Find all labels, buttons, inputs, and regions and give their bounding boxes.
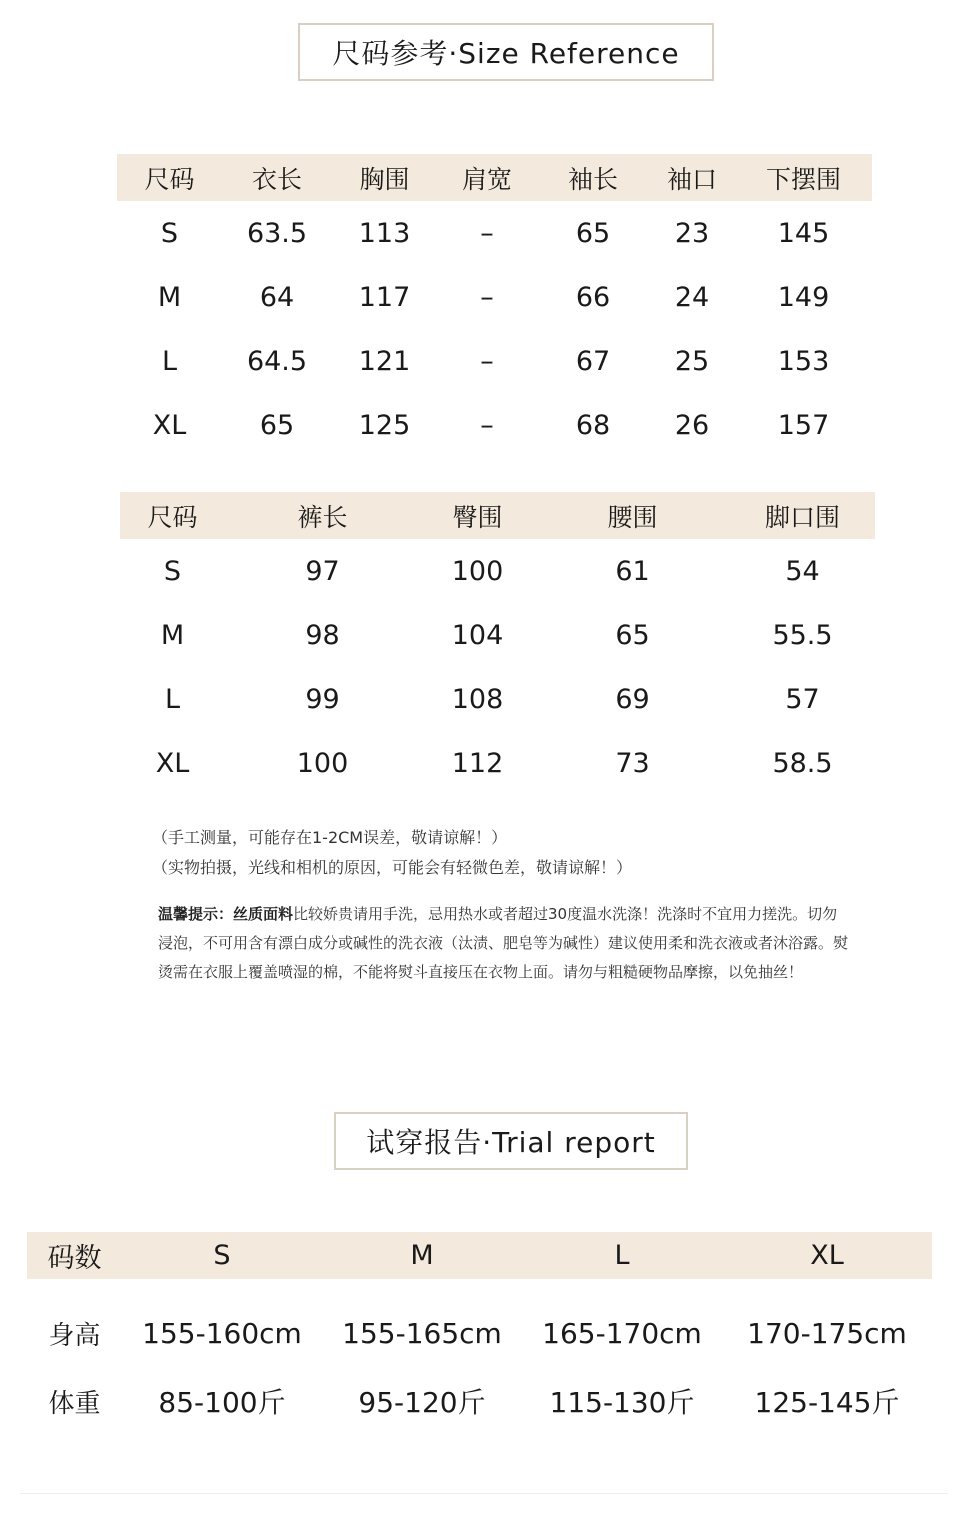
care-text: 比较娇贵请用手洗，忌用热水或者超过30度温水洗涤！洗涤时不宜用力搓洗。切勿浸泡，不可用含有漂白成分或碱性的洗衣液（汰渍、肥皂等为碱性）建议使用柔和洗衣液或者沐浴露。熨烫需在衣服上覆盖喷湿的棉，不能将熨斗直接压在衣物上面。请勿与粗糙硬物品摩擦，以免抽丝！ bbox=[158, 905, 849, 981]
table-cell: 63.5 bbox=[246, 217, 308, 249]
table-cell: – bbox=[480, 217, 494, 249]
table-cell: 64.5 bbox=[246, 345, 308, 377]
header-cell: M bbox=[322, 1232, 522, 1279]
table-cell: 115-130斤 bbox=[549, 1386, 695, 1419]
spacer-row bbox=[27, 1279, 932, 1299]
table-cell: 54 bbox=[785, 555, 820, 587]
table-cell: L bbox=[161, 345, 178, 377]
header-cell: 裤长 bbox=[225, 492, 420, 539]
table-cell: 25 bbox=[674, 345, 710, 377]
trial-report-title-text: 试穿报告·Trial report bbox=[366, 1126, 656, 1159]
trial-report-title bbox=[334, 1112, 688, 1170]
trial-report-table bbox=[27, 1232, 932, 1435]
header-cell: 尺码 bbox=[120, 492, 225, 539]
table-cell: 69 bbox=[615, 683, 650, 715]
top-table-header-row bbox=[117, 154, 872, 201]
table-row bbox=[117, 201, 872, 265]
header-cell: 肩宽 bbox=[437, 154, 537, 201]
care-label: 温馨提示：丝质面料 bbox=[158, 905, 294, 923]
table-cell: 125 bbox=[358, 409, 411, 441]
table-row bbox=[117, 329, 872, 393]
table-cell: 108 bbox=[451, 683, 504, 715]
table-cell: 65 bbox=[575, 217, 611, 249]
table-row bbox=[117, 265, 872, 329]
table-cell: M bbox=[160, 619, 185, 651]
table-cell: 155-160cm bbox=[142, 1316, 302, 1350]
table-cell: 68 bbox=[575, 409, 611, 441]
bottom-size-table bbox=[120, 492, 875, 795]
table-cell: M bbox=[157, 281, 182, 313]
table-cell: 113 bbox=[358, 217, 411, 249]
table-cell: 66 bbox=[575, 281, 611, 313]
table-cell: 61 bbox=[615, 555, 650, 587]
table-cell: 117 bbox=[358, 281, 411, 313]
header-cell: L bbox=[522, 1232, 722, 1279]
table-cell: 26 bbox=[674, 409, 710, 441]
bottom-divider bbox=[20, 1493, 948, 1494]
table-cell: 99 bbox=[305, 683, 340, 715]
table-cell: XL bbox=[155, 747, 190, 779]
table-cell: 85-100斤 bbox=[158, 1386, 286, 1419]
table-cell: 145 bbox=[777, 217, 830, 249]
table-cell: 170-175cm bbox=[747, 1316, 907, 1350]
table-cell: S bbox=[160, 217, 179, 249]
table-cell: 24 bbox=[674, 281, 710, 313]
table-cell: 23 bbox=[674, 217, 710, 249]
measurement-notes bbox=[152, 823, 852, 883]
table-cell: L bbox=[164, 683, 181, 715]
spacer-cell bbox=[27, 1279, 932, 1299]
table-cell: 98 bbox=[305, 619, 340, 651]
table-cell: – bbox=[480, 345, 494, 377]
note-line: （实物拍摄，光线和相机的原因，可能会有轻微色差，敬请谅解！） bbox=[152, 858, 633, 877]
table-cell: 125-145斤 bbox=[754, 1386, 900, 1419]
table-row bbox=[120, 603, 875, 667]
header-cell: XL bbox=[722, 1232, 932, 1279]
header-cell: 袖长 bbox=[537, 154, 649, 201]
row-label: 体重 bbox=[48, 1388, 101, 1419]
table-cell: 165-170cm bbox=[542, 1316, 702, 1350]
header-cell: 下摆围 bbox=[735, 154, 872, 201]
header-cell: 胸围 bbox=[332, 154, 437, 201]
table-cell: 57 bbox=[785, 683, 820, 715]
table-row bbox=[27, 1367, 932, 1435]
top-size-table bbox=[117, 154, 872, 457]
table-cell: 149 bbox=[777, 281, 830, 313]
care-instructions bbox=[158, 900, 848, 987]
table-cell: 153 bbox=[777, 345, 830, 377]
table-row bbox=[27, 1299, 932, 1367]
table-cell: 100 bbox=[451, 555, 504, 587]
table-cell: 65 bbox=[615, 619, 650, 651]
table-cell: 155-165cm bbox=[342, 1316, 502, 1350]
table-cell: 73 bbox=[615, 747, 650, 779]
trial-table-header-row bbox=[27, 1232, 932, 1279]
table-cell: 100 bbox=[296, 747, 349, 779]
size-reference-title-text: 尺码参考·Size Reference bbox=[332, 37, 680, 70]
row-label: 身高 bbox=[48, 1320, 101, 1351]
table-cell: 64 bbox=[259, 281, 295, 313]
table-cell: – bbox=[480, 409, 494, 441]
note-line: （手工测量，可能存在1-2CM误差，敬请谅解！） bbox=[152, 828, 508, 847]
size-reference-title bbox=[298, 23, 714, 81]
header-cell: 脚口围 bbox=[730, 492, 875, 539]
table-row bbox=[120, 667, 875, 731]
table-cell: 97 bbox=[305, 555, 340, 587]
table-row bbox=[120, 539, 875, 603]
table-cell: XL bbox=[152, 409, 187, 441]
header-cell: S bbox=[122, 1232, 322, 1279]
table-row bbox=[117, 393, 872, 457]
table-row bbox=[120, 731, 875, 795]
table-cell: – bbox=[480, 281, 494, 313]
table-cell: S bbox=[163, 555, 182, 587]
table-cell: 67 bbox=[575, 345, 611, 377]
header-cell: 腰围 bbox=[535, 492, 730, 539]
table-cell: 95-120斤 bbox=[358, 1386, 486, 1419]
table-cell: 104 bbox=[451, 619, 504, 651]
header-cell: 尺码 bbox=[117, 154, 222, 201]
table-cell: 65 bbox=[259, 409, 295, 441]
table-cell: 58.5 bbox=[772, 747, 833, 779]
header-cell: 袖口 bbox=[649, 154, 735, 201]
table-cell: 121 bbox=[358, 345, 411, 377]
table-cell: 112 bbox=[451, 747, 504, 779]
header-cell: 衣长 bbox=[222, 154, 332, 201]
table-cell: 55.5 bbox=[772, 619, 833, 651]
header-cell: 臀围 bbox=[420, 492, 535, 539]
table-cell: 157 bbox=[777, 409, 830, 441]
bottom-table-header-row bbox=[120, 492, 875, 539]
header-cell: 码数 bbox=[27, 1232, 122, 1279]
